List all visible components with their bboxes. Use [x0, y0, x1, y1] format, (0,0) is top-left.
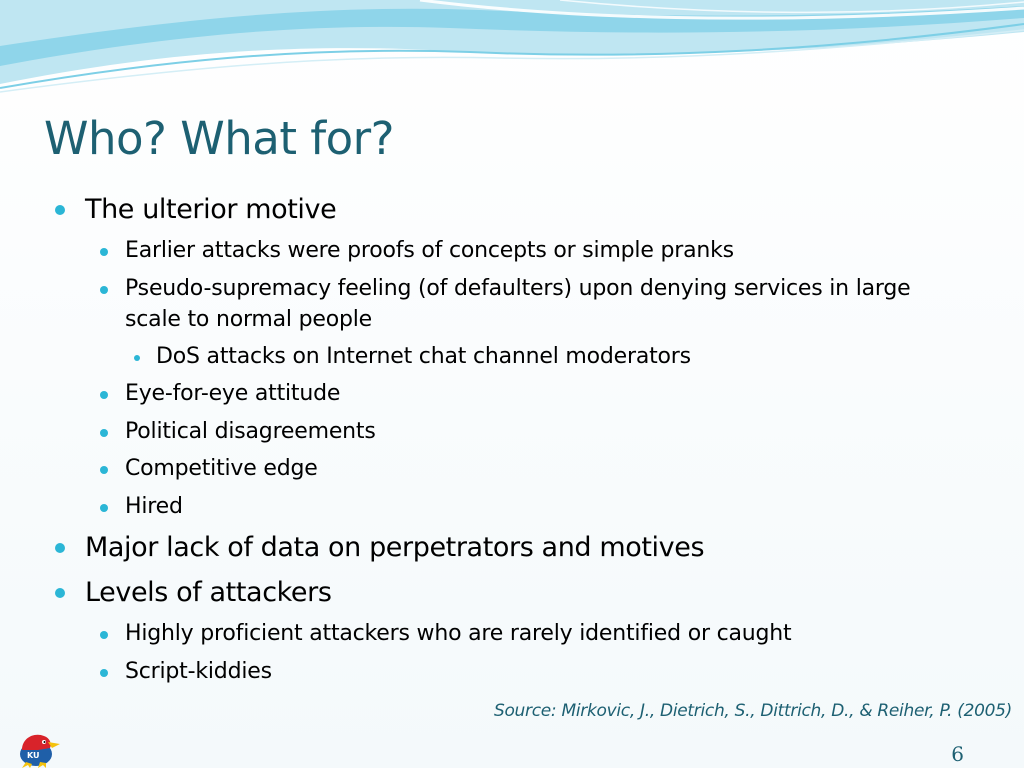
bullet-competitive-edge: [125, 456, 318, 481]
bullet-text: The ulterior motive: [85, 194, 337, 225]
bullet-hired: [125, 494, 183, 519]
bullet-text: Eye-for-eye attitude: [125, 381, 341, 406]
bullet-text: Earlier attacks were proofs of concepts or simple pranks: [125, 238, 734, 263]
bullet-dot-icon: [134, 355, 140, 361]
bullet-text: Hired: [125, 494, 183, 519]
bullet-dot-icon: [100, 504, 108, 512]
bullet-dot-icon: [100, 248, 108, 256]
bullet-text: scale to normal people: [125, 307, 373, 332]
bullet-dot-icon: [100, 286, 108, 294]
bullet-pseudo-supremacy: [125, 276, 910, 301]
bullet-earlier-attacks: [125, 238, 734, 263]
header-wave-decoration: [0, 0, 1024, 100]
bullet-text: Competitive edge: [125, 456, 318, 481]
bullet-ulterior-motive: [85, 194, 336, 225]
bullet-pseudo-supremacy-continuation: [125, 307, 372, 332]
bullet-dot-icon: [100, 429, 108, 437]
bullet-eye-for-eye: [125, 381, 340, 406]
bullet-dot-icon: [55, 588, 65, 598]
bullet-lack-of-data: [85, 532, 704, 563]
bullet-text: Pseudo-supremacy feeling (of defaulters) upon denying services in large: [125, 276, 911, 301]
bullet-highly-proficient: [125, 621, 791, 646]
bullet-text: Major lack of data on perpetrators and motives: [85, 532, 705, 563]
svg-text:KU: KU: [27, 751, 40, 760]
bullet-script-kiddies: [125, 659, 272, 684]
bullet-text: Levels of attackers: [85, 577, 332, 608]
bullet-dot-icon: [100, 631, 108, 639]
jayhawk-mascot-icon: [12, 728, 62, 768]
bullet-dot-icon: [100, 669, 108, 677]
bullet-text: Political disagreements: [125, 419, 376, 444]
page-number: 6: [951, 742, 964, 766]
bullet-dot-icon: [100, 391, 108, 399]
bullet-text: Script-kiddies: [125, 659, 272, 684]
bullet-dot-icon: [55, 543, 65, 553]
slide-title: Who? What for?: [44, 112, 395, 165]
bullet-dot-icon: [55, 205, 65, 215]
bullet-dot-icon: [100, 466, 108, 474]
bullet-political-disagreements: [125, 419, 376, 444]
bullet-levels-of-attackers: [85, 577, 332, 608]
bullet-dos-chat-moderators: [156, 344, 691, 369]
bullet-text: Highly proficient attackers who are rarely identified or caught: [125, 621, 792, 646]
source-citation: Source: Mirkovic, J., Dietrich, S., Dittrich, D., & Reiher, P. (2005): [493, 701, 1012, 721]
bullet-text: DoS attacks on Internet chat channel moderators: [156, 344, 691, 369]
